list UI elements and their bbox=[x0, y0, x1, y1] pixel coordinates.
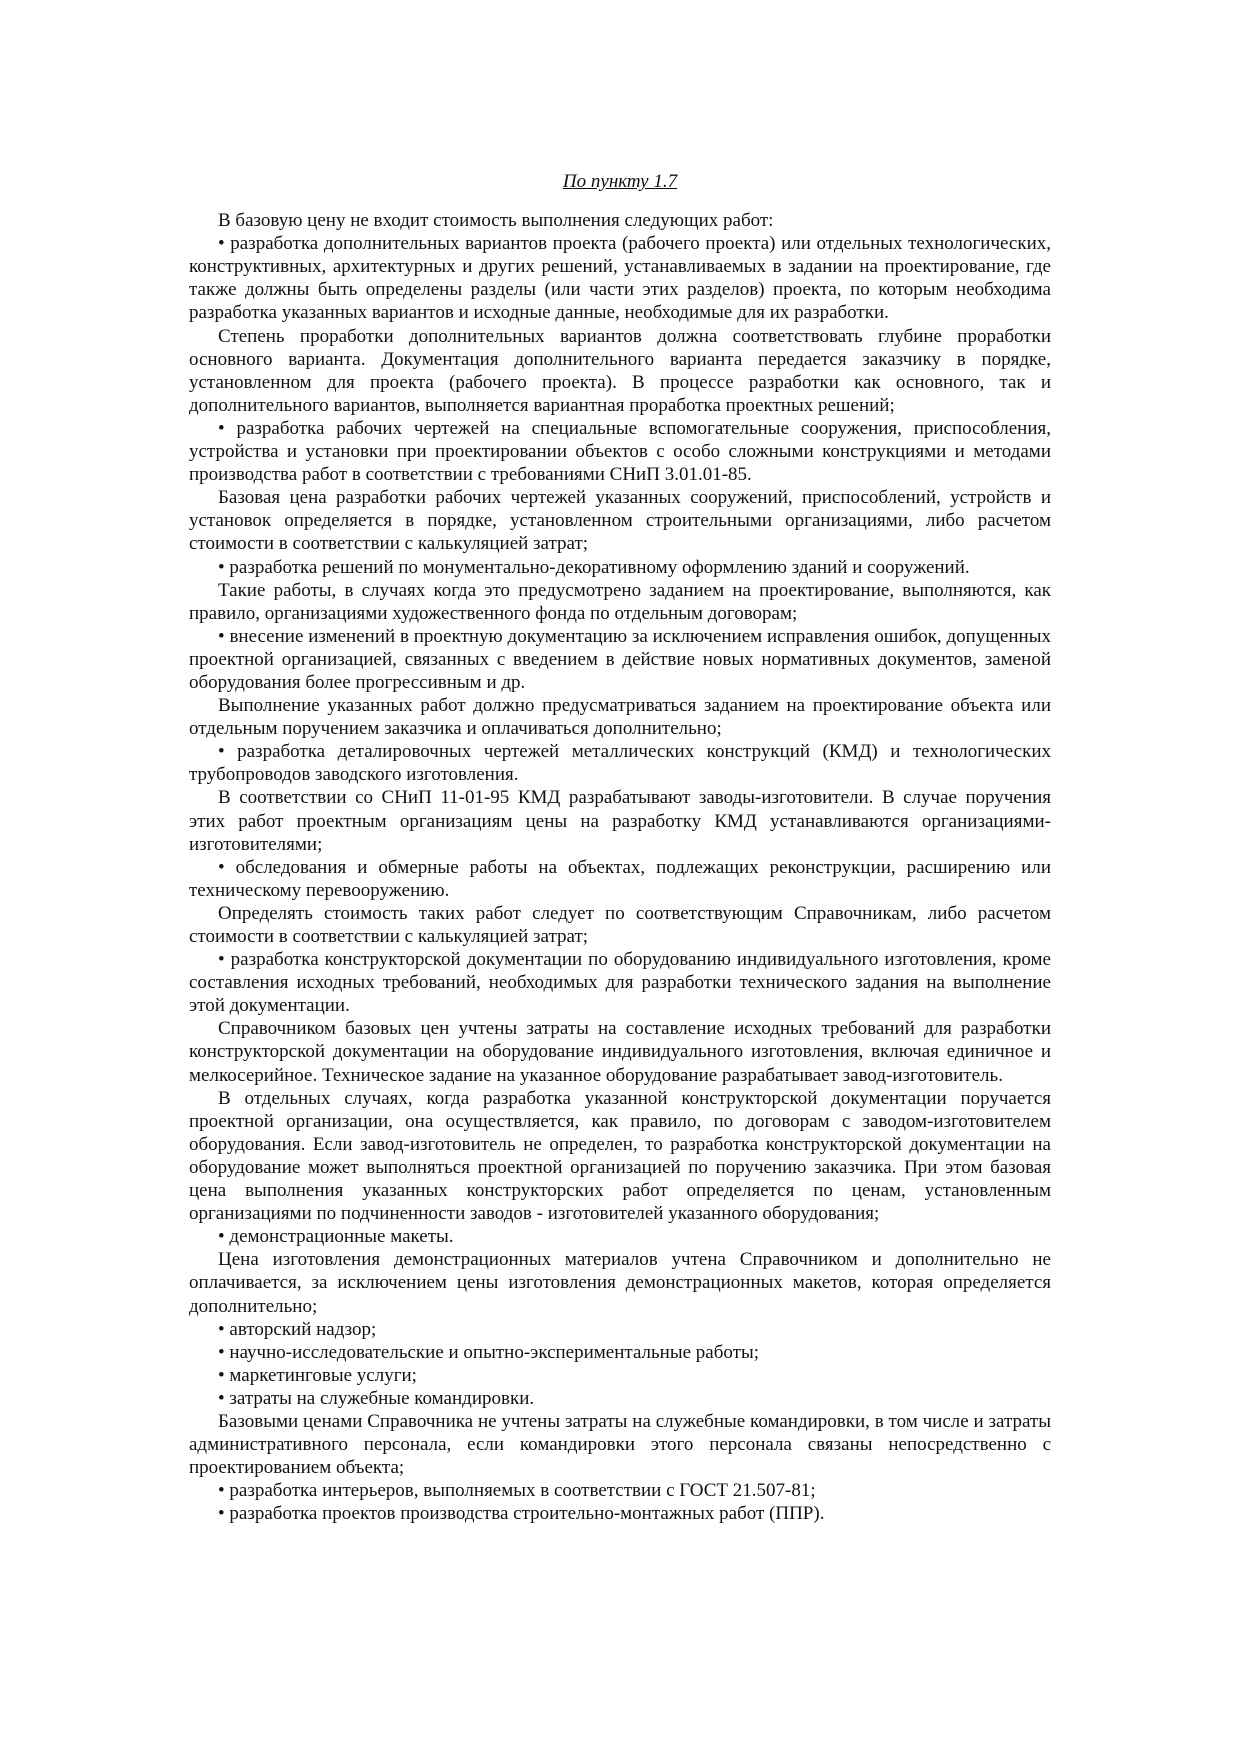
bullet-paragraph: • затраты на служебные командировки. bbox=[218, 1387, 535, 1409]
paragraph: Базовыми ценами Справочника не учтены затраты на служебные командировки, в том числе и затраты административного персонала, если командировки этого персонала связаны непосредственно с проектированием объекта; bbox=[189, 1410, 1051, 1479]
bullet-paragraph: • маркетинговые услуги; bbox=[218, 1364, 417, 1386]
bullet-paragraph: • разработка дополнительных вариантов проекта (рабочего проекта) или отдельных технологических, конструктивных, архитектурных и других решений, устанавливаемых в задании на проектирование, где также должны быть определены разделы (или части этих разделов) проекта, по которым необходима разработка указанных вариантов и исходные данные, необходимые для их разработки. bbox=[189, 233, 1051, 324]
document-page bbox=[189, 170, 1051, 1525]
bullet-paragraph: • разработка деталировочных чертежей металлических конструкций (КМД) и технологических трубопроводов заводского изготовления. bbox=[189, 741, 1051, 786]
paragraph: Базовая цена разработки рабочих чертежей указанных сооружений, приспособлений, устройств и установок определяется в порядке, установленном строительными организациями, либо расчетом стоимости в соответствии с калькуляцией затрат; bbox=[189, 487, 1051, 555]
paragraph: В соответствии со СНиП 11-01-95 КМД разрабатывают заводы-изготовители. В случае поручения этих работ проектным организациям цены на разработку КМД устанавливаются организациями-изготовителями; bbox=[189, 787, 1051, 855]
bullet-paragraph: • разработка интерьеров, выполняемых в соответствии с ГОСТ 21.507-81; bbox=[218, 1480, 816, 1502]
paragraph: В отдельных случаях, когда разработка указанной конструкторской документации поручается проектной организации, она осуществляется, как правило, по договорам с заводом-изготовителем оборудования. Если завод-изготовитель не определен, то разработка конструкторской документации на оборудование может выполняться проектной организацией по поручению заказчика. При этом базовая цена выполнения указанных конструкторских работ определяется по ценам, установленным организациями по подчиненности заводов - изготовителей указанного оборудования; bbox=[189, 1087, 1051, 1225]
paragraph: Степень проработки дополнительных вариантов должна соответствовать глубине проработки основного варианта. Документация дополнительного варианта передается заказчику в порядке, установленном для проекта (рабочего проекта). В процессе разработки как основного, так и дополнительного вариантов, выполняется вариантная проработка проектных решений; bbox=[189, 325, 1051, 416]
paragraph: Справочником базовых цен учтены затраты на составление исходных требований для разработки конструкторской документации на оборудование индивидуального изготовления, включая единичное и мелкосерийное. Техническое задание на указанное оборудование разрабатывает завод-изготовитель. bbox=[189, 1018, 1051, 1086]
bullet-paragraph: • разработка конструкторской документации по оборудованию индивидуального изготовления, кроме составления исходных требований, необходимых для разработки технического задания на выполнение этой документации. bbox=[189, 949, 1051, 1017]
paragraph: Определять стоимость таких работ следует по соответствующим Справочникам, либо расчетом стоимости в соответствии с калькуляцией затрат; bbox=[189, 902, 1051, 947]
document-body bbox=[189, 209, 1051, 1525]
bullet-paragraph: • демонстрационные макеты. bbox=[218, 1226, 454, 1248]
paragraph: В базовую цену не входит стоимость выполнения следующих работ: bbox=[218, 210, 774, 232]
paragraph: Такие работы, в случаях когда это предусмотрено заданием на проектирование, выполняются, как правило, организациями художественного фонда по отдельным договорам; bbox=[189, 579, 1051, 624]
section-title: По пункту 1.7 bbox=[562, 171, 678, 192]
bullet-paragraph: • разработка проектов производства строительно-монтажных работ (ППР). bbox=[218, 1503, 825, 1525]
bullet-paragraph: • обследования и обмерные работы на объектах, подлежащих реконструкции, расширению или техническому перевооружению. bbox=[189, 856, 1051, 901]
bullet-paragraph: • научно-исследовательские и опытно-экспериментальные работы; bbox=[218, 1341, 759, 1363]
bullet-paragraph: • авторский надзор; bbox=[218, 1318, 377, 1340]
bullet-paragraph: • разработка рабочих чертежей на специальные вспомогательные сооружения, приспособления, устройства и установки при проектировании объектов с особо сложными конструкциями и методами производства работ в соответствии с требованиями СНиП 3.01.01-85. bbox=[189, 417, 1051, 486]
bullet-paragraph: • разработка решений по монументально-декоративному оформлению зданий и сооружений. bbox=[218, 556, 970, 578]
bullet-paragraph: • внесение изменений в проектную документацию за исключением исправления ошибок, допущенных проектной организацией, связанных с введением в действие новых нормативных документов, заменой оборудования более прогрессивным и др. bbox=[189, 625, 1051, 693]
paragraph: Выполнение указанных работ должно предусматриваться заданием на проектирование объекта или отдельным поручением заказчика и оплачиваться дополнительно; bbox=[189, 695, 1051, 740]
paragraph: Цена изготовления демонстрационных материалов учтена Справочником и дополнительно не оплачивается, за исключением цены изготовления демонстрационных макетов, которая определяется дополнительно; bbox=[189, 1249, 1051, 1317]
